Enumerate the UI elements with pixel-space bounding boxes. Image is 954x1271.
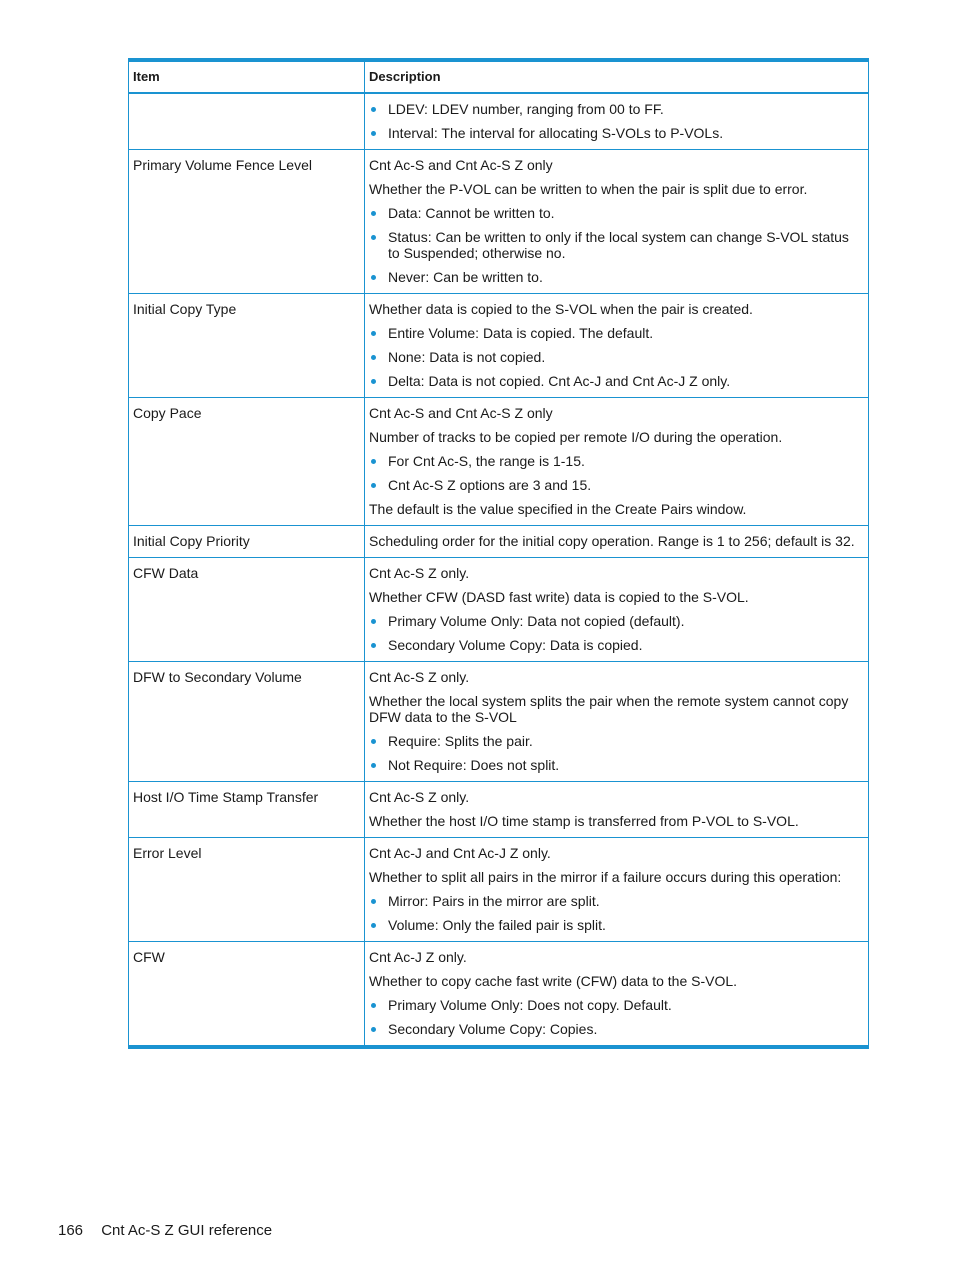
list-item-text: Volume: Only the failed pair is split. (388, 917, 606, 933)
description-text: Cnt Ac-J and Cnt Ac-J Z only. (369, 845, 551, 861)
list-item (369, 373, 862, 389)
bullet-dot-icon (371, 379, 376, 384)
table-row (129, 558, 869, 662)
bullet-dot-icon (371, 331, 376, 336)
description-text: Cnt Ac-S Z only. (369, 669, 470, 685)
table-row (129, 398, 869, 526)
list-item (369, 125, 862, 141)
section-title: Cnt Ac-S Z GUI reference (101, 1222, 273, 1239)
description-text: Whether to split all pairs in the mirror if a failure occurs during this operation: (369, 869, 842, 885)
description-text: Cnt Ac-S Z only. (369, 789, 470, 805)
description-text: Whether the P-VOL can be written to when the pair is split due to error. (369, 181, 808, 197)
page-footer (58, 1222, 272, 1239)
item-cell: Primary Volume Fence Level (129, 150, 365, 294)
bullet-list (369, 325, 862, 389)
description-text: Whether data is copied to the S-VOL when the pair is created. (369, 301, 753, 317)
item-cell: CFW (129, 942, 365, 1048)
list-item-text: Require: Splits the pair. (388, 733, 533, 749)
list-item (369, 1021, 862, 1037)
list-item (369, 917, 862, 933)
bullet-dot-icon (371, 275, 376, 280)
item-cell (129, 93, 365, 150)
list-item (369, 997, 862, 1013)
description-text: Scheduling order for the initial copy operation. Range is 1 to 256; default is 32. (369, 533, 855, 549)
table-row (129, 294, 869, 398)
list-item-text: Interval: The interval for allocating S-VOLs to P-VOLs. (388, 125, 724, 141)
list-item (369, 637, 862, 653)
list-item-text: Data: Cannot be written to. (388, 205, 555, 221)
bullet-list (369, 613, 862, 653)
item-cell: Initial Copy Type (129, 294, 365, 398)
bullet-dot-icon (371, 763, 376, 768)
list-item-text: Primary Volume Only: Data not copied (default). (388, 613, 685, 629)
header-description: Description (365, 60, 869, 93)
description-cell (365, 662, 869, 782)
description-cell (365, 838, 869, 942)
list-item (369, 453, 862, 469)
description-cell (365, 294, 869, 398)
list-item (369, 893, 862, 909)
bullet-list (369, 453, 862, 493)
table-row (129, 662, 869, 782)
bullet-list (369, 733, 862, 773)
list-item (369, 477, 862, 493)
bullet-dot-icon (371, 483, 376, 488)
table-row (129, 942, 869, 1048)
list-item-text: Entire Volume: Data is copied. The default. (388, 325, 654, 341)
bullet-dot-icon (371, 899, 376, 904)
list-item (369, 325, 862, 341)
list-item (369, 757, 862, 773)
description-cell (365, 150, 869, 294)
list-item-text: For Cnt Ac-S, the range is 1-15. (388, 453, 585, 469)
bullet-list (369, 997, 862, 1037)
list-item-text: Never: Can be written to. (388, 269, 543, 285)
list-item-text: Secondary Volume Copy: Copies. (388, 1021, 598, 1037)
list-item-text: Not Require: Does not split. (388, 757, 560, 773)
table-row (129, 838, 869, 942)
bullet-dot-icon (371, 235, 376, 240)
item-cell: Copy Pace (129, 398, 365, 526)
table-row (129, 150, 869, 294)
bullet-list (369, 205, 862, 285)
table-row (129, 526, 869, 558)
description-text: Whether the local system splits the pair when the remote system cannot copy DFW data to the S-VOL (369, 693, 849, 725)
list-item-text: Secondary Volume Copy: Data is copied. (388, 637, 643, 653)
description-text: Cnt Ac-J Z only. (369, 949, 467, 965)
description-cell (365, 942, 869, 1048)
list-item (369, 205, 862, 221)
table-row (129, 782, 869, 838)
table-body (129, 93, 869, 1047)
description-text: Number of tracks to be copied per remote I/O during the operation. (369, 429, 783, 445)
description-text: Whether CFW (DASD fast write) data is copied to the S-VOL. (369, 589, 749, 605)
list-item (369, 229, 862, 261)
list-item (369, 733, 862, 749)
bullet-dot-icon (371, 643, 376, 648)
list-item-text: Cnt Ac-S Z options are 3 and 15. (388, 477, 592, 493)
list-item-text: Delta: Data is not copied. Cnt Ac-J and Cnt Ac-J Z only. (388, 373, 731, 389)
list-item-text: None: Data is not copied. (388, 349, 546, 365)
list-item (369, 349, 862, 365)
list-item (369, 101, 862, 117)
item-cell: DFW to Secondary Volume (129, 662, 365, 782)
reference-table (128, 58, 869, 1049)
bullet-dot-icon (371, 355, 376, 360)
item-cell: CFW Data (129, 558, 365, 662)
description-text: Whether to copy cache fast write (CFW) data to the S-VOL. (369, 973, 738, 989)
bullet-dot-icon (371, 107, 376, 112)
description-cell (365, 398, 869, 526)
list-item (369, 269, 862, 285)
description-cell (365, 558, 869, 662)
description-text: Cnt Ac-S and Cnt Ac-S Z only (369, 157, 553, 173)
description-text: The default is the value specified in the Create Pairs window. (369, 501, 747, 517)
bullet-dot-icon (371, 131, 376, 136)
description-text: Cnt Ac-S and Cnt Ac-S Z only (369, 405, 553, 421)
list-item-text: Status: Can be written to only if the local system can change S-VOL status to Suspended; otherwise no. (388, 229, 849, 261)
item-cell: Initial Copy Priority (129, 526, 365, 558)
description-cell (365, 526, 869, 558)
bullet-list (369, 893, 862, 933)
bullet-dot-icon (371, 739, 376, 744)
bullet-list (369, 101, 862, 141)
page-number: 166 (58, 1222, 84, 1239)
bullet-dot-icon (371, 923, 376, 928)
table-header-row (129, 60, 869, 93)
table-row (129, 93, 869, 150)
list-item (369, 613, 862, 629)
list-item-text: Primary Volume Only: Does not copy. Default. (388, 997, 672, 1013)
list-item-text: LDEV: LDEV number, ranging from 00 to FF. (388, 101, 664, 117)
bullet-dot-icon (371, 459, 376, 464)
description-text: Whether the host I/O time stamp is transferred from P-VOL to S-VOL. (369, 813, 799, 829)
description-cell (365, 782, 869, 838)
bullet-dot-icon (371, 211, 376, 216)
description-text: Cnt Ac-S Z only. (369, 565, 470, 581)
header-item: Item (129, 60, 365, 93)
list-item-text: Mirror: Pairs in the mirror are split. (388, 893, 600, 909)
bullet-dot-icon (371, 1003, 376, 1008)
description-cell (365, 93, 869, 150)
bullet-dot-icon (371, 1027, 376, 1032)
item-cell: Error Level (129, 838, 365, 942)
item-cell: Host I/O Time Stamp Transfer (129, 782, 365, 838)
bullet-dot-icon (371, 619, 376, 624)
